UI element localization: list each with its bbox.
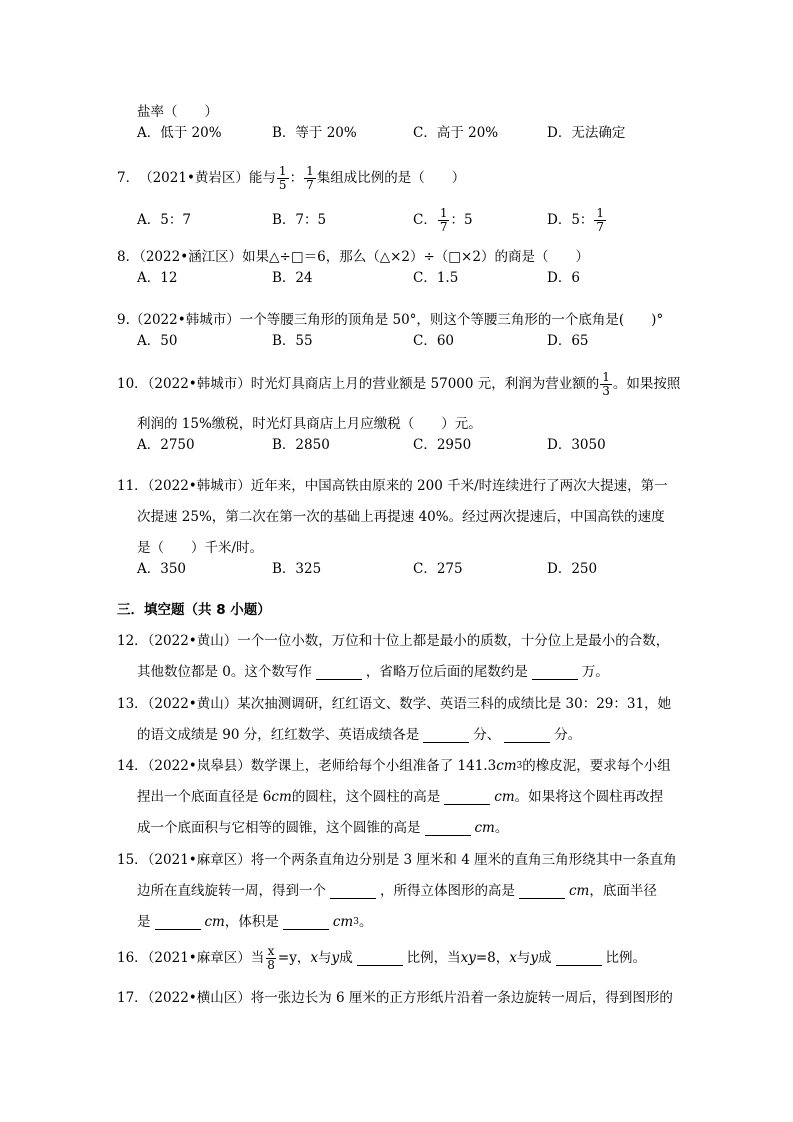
fraction-denominator: 5 — [278, 177, 287, 192]
q7-option-c-suffix: ：5 — [450, 212, 473, 228]
variable-y: y — [331, 950, 340, 966]
q16-text-a: 16．（2021•麻章区）当 — [117, 950, 265, 966]
fraction-numerator: x — [267, 943, 275, 958]
q14-text-g: 。 — [494, 820, 509, 836]
q11-stem-line-3: 是（ ）千米/时。 — [137, 540, 264, 556]
q15-text-a: 边所在直线旋转一周，得到一个 — [137, 883, 326, 899]
q16-cheng: 成 — [538, 950, 552, 966]
answer-blank[interactable] — [155, 915, 201, 930]
q10-option-b[interactable]: B．2850 — [272, 437, 330, 453]
q15-stem-line-2 — [137, 881, 657, 901]
fraction-denominator: 7 — [306, 177, 314, 192]
q16-and: 与 — [516, 950, 531, 966]
q11-option-b[interactable]: B．325 — [272, 561, 322, 577]
q7-text-a: 能与 — [248, 170, 276, 186]
q10-text-a: 10．（2022•韩城市）时光灯具商店上月的营业额是 57000 元，利润为营业额的 — [117, 376, 600, 392]
unit-cm: cm — [204, 914, 225, 930]
q14-text-d: 的圆柱，这个圆柱的高是 — [291, 789, 441, 805]
answer-blank[interactable] — [504, 728, 550, 743]
q13-text-a: 的语文成绩是 90 分，红红数学、英语成绩各是 — [137, 727, 420, 743]
q7-colon: ： — [289, 170, 304, 186]
q7-option-c[interactable] — [413, 206, 473, 234]
q6-option-a[interactable]: A．低于 20% — [137, 125, 222, 141]
q7-option-c-prefix: C． — [413, 212, 437, 228]
q8-option-c[interactable]: C．1.5 — [413, 270, 459, 286]
superscript: 3 — [516, 761, 523, 771]
superscript: 3 — [353, 917, 359, 927]
q9-option-b[interactable]: B．55 — [272, 333, 313, 349]
q16-and: 与 — [317, 950, 332, 966]
fraction-numerator: 1 — [596, 205, 605, 220]
q8-option-b[interactable]: B．24 — [272, 270, 313, 286]
q11-option-d[interactable]: D．250 — [547, 561, 598, 577]
q10-stem-line-2: 利润的 15%缴税，时光灯具商店上月应缴税（ ）元。 — [137, 416, 482, 432]
q7-stem — [117, 164, 465, 192]
q10-stem-line-1 — [117, 370, 680, 398]
q10-text-b: 。如果按照 — [612, 376, 681, 392]
q14-text-f: 成一个底面积与它相等的圆锥，这个圆锥的高是 — [137, 820, 421, 836]
q7-option-d-prefix: D．5： — [547, 212, 594, 228]
q13-stem-line-1: 13．（2022•黄山）某次抽测调研，红红语文、数学、英语三科的成绩比是 30：29：31，她 — [117, 696, 672, 712]
answer-blank[interactable] — [556, 951, 602, 966]
q16-equals: =y， — [277, 950, 311, 966]
q7-options — [137, 206, 697, 234]
q6-continuation: 盐率（ ） — [137, 104, 218, 120]
q17-stem-line-1: 17．（2022•横山区）将一张边长为 6 厘米的正方形纸片沿着一条边旋转一周后，得到图形的 — [117, 990, 673, 1006]
fraction-numerator: 1 — [602, 369, 610, 384]
fraction-denominator: 3 — [602, 383, 610, 398]
fraction-numerator: 1 — [306, 163, 314, 178]
q16-fraction — [265, 945, 277, 972]
q7-source: （2021•黄岩区） — [139, 170, 249, 186]
answer-blank[interactable] — [330, 884, 376, 899]
answer-blank[interactable] — [519, 884, 565, 899]
unit-cm: cm — [332, 914, 354, 930]
q12-stem-line-1: 12．（2022•黄山）一个一位小数，万位和十位上都是最小的质数，十分位上是最小的合数， — [117, 633, 670, 649]
q16-equals-8: =8， — [475, 950, 510, 966]
q10-option-d[interactable]: D．3050 — [547, 437, 606, 453]
section-title-fill-in: 三．填空题（共 8 小题） — [117, 602, 271, 618]
q11-stem-line-2: 次提速 25%，第二次在第一次的基础上再提速 40%。经过两次提速后，中国高铁的速度 — [137, 509, 665, 525]
q6-option-b[interactable]: B．等于 20% — [272, 125, 357, 141]
variable-y: y — [530, 950, 539, 966]
q16-text-c: 比例。 — [605, 950, 647, 966]
answer-blank[interactable] — [316, 665, 362, 680]
variable-xy: xy — [460, 950, 476, 966]
q15-text-d: 是 — [137, 914, 151, 930]
unit-cm: cm — [474, 820, 495, 836]
q12-text-b: ，省略万位后面的尾数约是 — [365, 664, 528, 680]
q15-text-f: 。 — [358, 914, 373, 930]
unit-cm: cm — [271, 789, 292, 805]
q7-option-b[interactable]: B．7：5 — [272, 212, 327, 228]
q14-text-c: 捏出一个底面直径是 6 — [137, 789, 272, 805]
fraction-numerator: 1 — [278, 163, 287, 178]
q8-option-a[interactable]: A．12 — [137, 270, 178, 286]
q9-option-c[interactable]: C．60 — [413, 333, 455, 349]
q10-fraction — [600, 371, 612, 398]
q12-text-c: 万。 — [581, 664, 609, 680]
q10-option-c[interactable]: C．2950 — [413, 437, 472, 453]
q14-stem-line-3 — [137, 818, 508, 838]
q12-stem-line-2 — [137, 662, 609, 682]
q6-option-c[interactable]: C．高于 20% — [413, 125, 499, 141]
variable-x: x — [509, 950, 517, 966]
q11-option-c[interactable]: C．275 — [413, 561, 463, 577]
answer-blank[interactable] — [532, 665, 578, 680]
q6-option-d[interactable]: D．无法确定 — [547, 125, 626, 141]
q14-text-a: 14．（2022•岚皋县）数学课上，老师给每个小组准备了 141.3 — [117, 758, 497, 774]
answer-blank[interactable] — [283, 915, 329, 930]
q9-stem: 9.（2022•韩城市）一个等腰三角形的顶角是 50°，则这个等腰三角形的一个底角是( )° — [117, 312, 664, 328]
fraction-denominator: 7 — [439, 219, 448, 234]
q13-text-b: 分、 — [473, 727, 501, 743]
unit-cm: cm — [569, 883, 590, 899]
q14-text-b: 的橡皮泥，要求每个小组 — [522, 758, 671, 774]
q7-fraction-1 — [277, 165, 289, 192]
q16-cheng: 成 — [339, 950, 353, 966]
q12-text-a: 其他数位都是 0。这个数写作 — [137, 664, 312, 680]
q15-stem-line-3 — [137, 912, 372, 932]
q13-text-c: 分。 — [554, 727, 582, 743]
q13-stem-line-2 — [137, 725, 581, 745]
q14-stem-line-1 — [117, 756, 671, 776]
q15-stem-line-1: 15．（2021•麻章区）将一个两条直角边分别是 3 厘米和 4 厘米的直角三角形绕其中一条直角 — [117, 852, 677, 868]
q15-text-b: ，所得立体图形的高是 — [380, 883, 515, 899]
q7-option-a[interactable]: A．5：7 — [137, 212, 191, 228]
q11-option-a[interactable]: A．350 — [137, 561, 187, 577]
fraction-numerator: 1 — [439, 205, 448, 220]
q8-stem: 8．（2022•涵江区）如果△÷□＝6，那么（△×2）÷（□×2）的商是（ ） — [117, 249, 589, 265]
q14-stem-line-2 — [137, 787, 663, 807]
q15-text-c: ，底面半径 — [589, 883, 657, 899]
q10-option-a[interactable]: A．2750 — [137, 437, 195, 453]
q7-option-c-fraction — [438, 207, 450, 234]
q16-stem — [117, 944, 646, 972]
answer-blank[interactable] — [444, 790, 490, 805]
unit-cm: cm — [494, 789, 515, 805]
q16-text-b: 比例，当 — [406, 950, 461, 966]
answer-blank[interactable] — [357, 951, 403, 966]
answer-blank[interactable] — [425, 821, 471, 836]
fraction-denominator: 7 — [596, 219, 605, 234]
q7-text-b: 集组成比例的是（ ） — [316, 170, 466, 186]
q7-option-d[interactable] — [547, 206, 607, 234]
q14-text-e: 。如果将这个圆柱再改捏 — [514, 789, 664, 805]
unit-cm: cm — [496, 758, 517, 774]
q11-stem-line-1: 11．（2022•韩城市）近年来，中国高铁由原来的 200 千米/时连续进行了两次大提速，第一 — [117, 478, 668, 494]
q7-option-d-fraction — [594, 207, 606, 234]
q9-option-a[interactable]: A．50 — [137, 333, 178, 349]
q7-fraction-2 — [304, 165, 316, 192]
q7-number: 7． — [117, 170, 140, 186]
answer-blank[interactable] — [423, 728, 469, 743]
variable-x: x — [310, 950, 318, 966]
fraction-denominator: 8 — [267, 957, 275, 972]
q8-option-d[interactable]: D．6 — [547, 270, 580, 286]
q9-option-d[interactable]: D．65 — [547, 333, 589, 349]
q15-text-e: ，体积是 — [224, 914, 279, 930]
